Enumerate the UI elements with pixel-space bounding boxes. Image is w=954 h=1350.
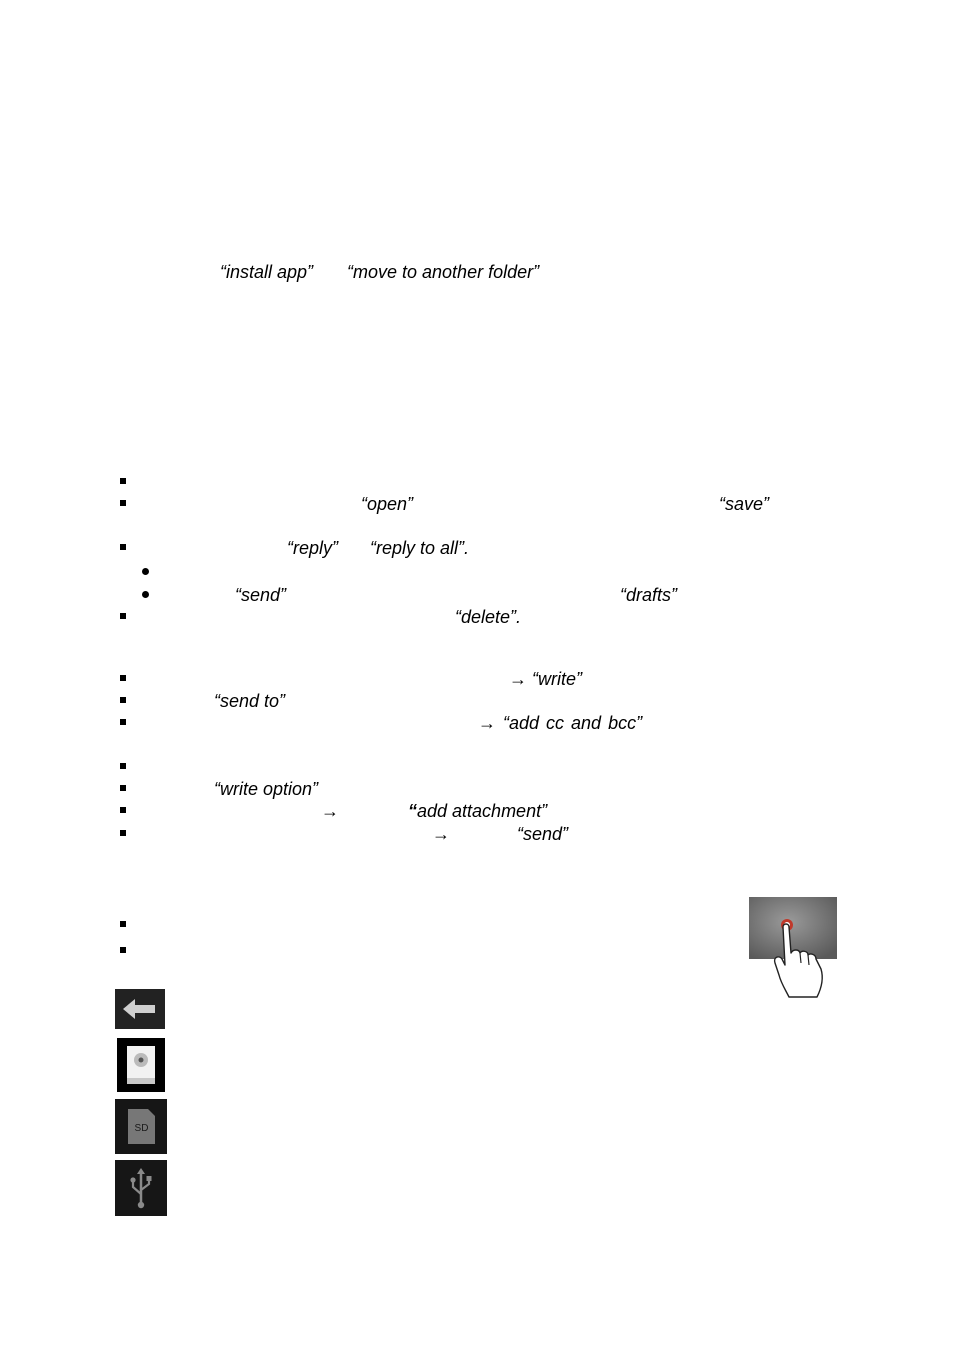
bullet-square bbox=[120, 544, 126, 550]
sd-label: SD bbox=[134, 1123, 149, 1134]
bullet-square bbox=[120, 697, 126, 703]
add-attachment-text bbox=[408, 800, 547, 822]
delete-text: “delete”. bbox=[455, 607, 522, 627]
move-folder-text: “move to another folder” bbox=[347, 262, 540, 282]
write-option-text: “write option” bbox=[214, 779, 319, 799]
bullet-square bbox=[120, 763, 126, 769]
reply-all-text: “reply to all”. bbox=[370, 538, 470, 558]
save-text: “save” bbox=[719, 494, 770, 514]
bullet-square bbox=[120, 675, 126, 681]
add-cc-bcc-text: → “add cc and bcc” bbox=[478, 713, 643, 733]
drafts-text: “drafts” bbox=[620, 585, 678, 605]
send-text: “send” bbox=[235, 585, 287, 605]
usb-icon bbox=[115, 1160, 167, 1216]
bullet-dot bbox=[142, 568, 149, 575]
bullet-square bbox=[120, 500, 126, 506]
bullet-square bbox=[120, 478, 126, 484]
add-attachment-label: add attachment” bbox=[417, 801, 548, 821]
write-text: → “write” bbox=[509, 669, 582, 689]
arrow-text: → bbox=[432, 824, 450, 844]
sd-card-icon bbox=[115, 1099, 167, 1154]
open-text: “open” bbox=[361, 494, 414, 514]
bullet-square bbox=[120, 947, 126, 953]
bullet-square bbox=[120, 613, 126, 619]
arrow-text: → bbox=[321, 801, 339, 821]
send-to-text: “send to” bbox=[214, 691, 286, 711]
touch-tap-icon bbox=[749, 897, 837, 999]
internal-storage-icon bbox=[117, 1038, 165, 1092]
bullet-square bbox=[120, 719, 126, 725]
install-app-text: “install app” bbox=[220, 262, 314, 282]
bullet-square bbox=[120, 830, 126, 836]
send-text: “send” bbox=[517, 824, 569, 844]
bullet-square bbox=[120, 921, 126, 927]
bullet-square bbox=[120, 807, 126, 813]
bullet-square bbox=[120, 785, 126, 791]
back-arrow-icon bbox=[115, 989, 165, 1029]
reply-text: “reply” bbox=[287, 538, 339, 558]
bullet-dot bbox=[142, 591, 149, 598]
quote-open: “ bbox=[408, 801, 417, 821]
